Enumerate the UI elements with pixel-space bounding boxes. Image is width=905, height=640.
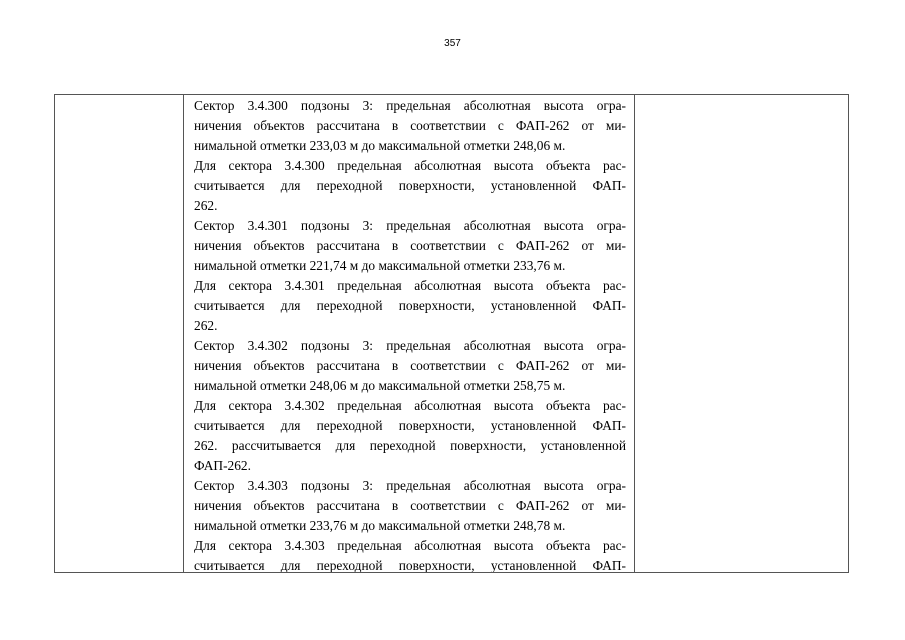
text-line: 262. <box>194 198 218 213</box>
text-line: Для сектора 3.4.302 предельная абсолютная высота объекта рас- <box>194 398 626 413</box>
text-line: 262. рассчитывается для переходной поверхности, установленной <box>194 438 626 453</box>
text-line: нимальной отметки 221,74 м до максимальной отметки 233,76 м. <box>194 258 566 273</box>
text-line: ФАП-262. <box>194 458 251 473</box>
text-line: ничения объектов рассчитана в соответствии с ФАП-262 от ми- <box>194 118 626 133</box>
text-line: Для сектора 3.4.303 предельная абсолютная высота объекта рас- <box>194 538 626 553</box>
text-line: Для сектора 3.4.300 предельная абсолютная высота объекта рас- <box>194 158 626 173</box>
text-line: Сектор 3.4.303 подзоны 3: предельная абсолютная высота огра- <box>194 478 626 493</box>
text-line: ничения объектов рассчитана в соответствии с ФАП-262 от ми- <box>194 358 626 373</box>
text-line: Для сектора 3.4.301 предельная абсолютная высота объекта рас- <box>194 278 626 293</box>
text-line: ничения объектов рассчитана в соответствии с ФАП-262 от ми- <box>194 238 626 253</box>
text-line: нимальной отметки 233,03 м до максимальной отметки 248,06 м. <box>194 138 566 153</box>
text-line: считывается для переходной поверхности, установленной ФАП- <box>194 298 626 313</box>
table-cell-right <box>635 95 848 572</box>
text-line: Сектор 3.4.302 подзоны 3: предельная абсолютная высота огра- <box>194 338 626 353</box>
text-line: считывается для переходной поверхности, установленной ФАП- <box>194 178 626 193</box>
text-line: 262. <box>194 318 218 333</box>
text-line: считывается для переходной поверхности, установленной ФАП- <box>194 418 626 433</box>
text-line: Сектор 3.4.301 подзоны 3: предельная абсолютная высота огра- <box>194 218 626 233</box>
text-line: считывается для переходной поверхности, установленной ФАП- <box>194 558 626 572</box>
table-cell-left <box>55 95 184 572</box>
page-number: 357 <box>444 38 461 49</box>
text-line: ничения объектов рассчитана в соответствии с ФАП-262 от ми- <box>194 498 626 513</box>
text-line: нимальной отметки 248,06 м до максимальной отметки 258,75 м. <box>194 378 566 393</box>
text-line: Сектор 3.4.300 подзоны 3: предельная абсолютная высота огра- <box>194 98 626 113</box>
text-line: нимальной отметки 233,76 м до максимальной отметки 248,78 м. <box>194 518 566 533</box>
table-cell-description <box>184 95 635 572</box>
document-table <box>54 94 849 573</box>
